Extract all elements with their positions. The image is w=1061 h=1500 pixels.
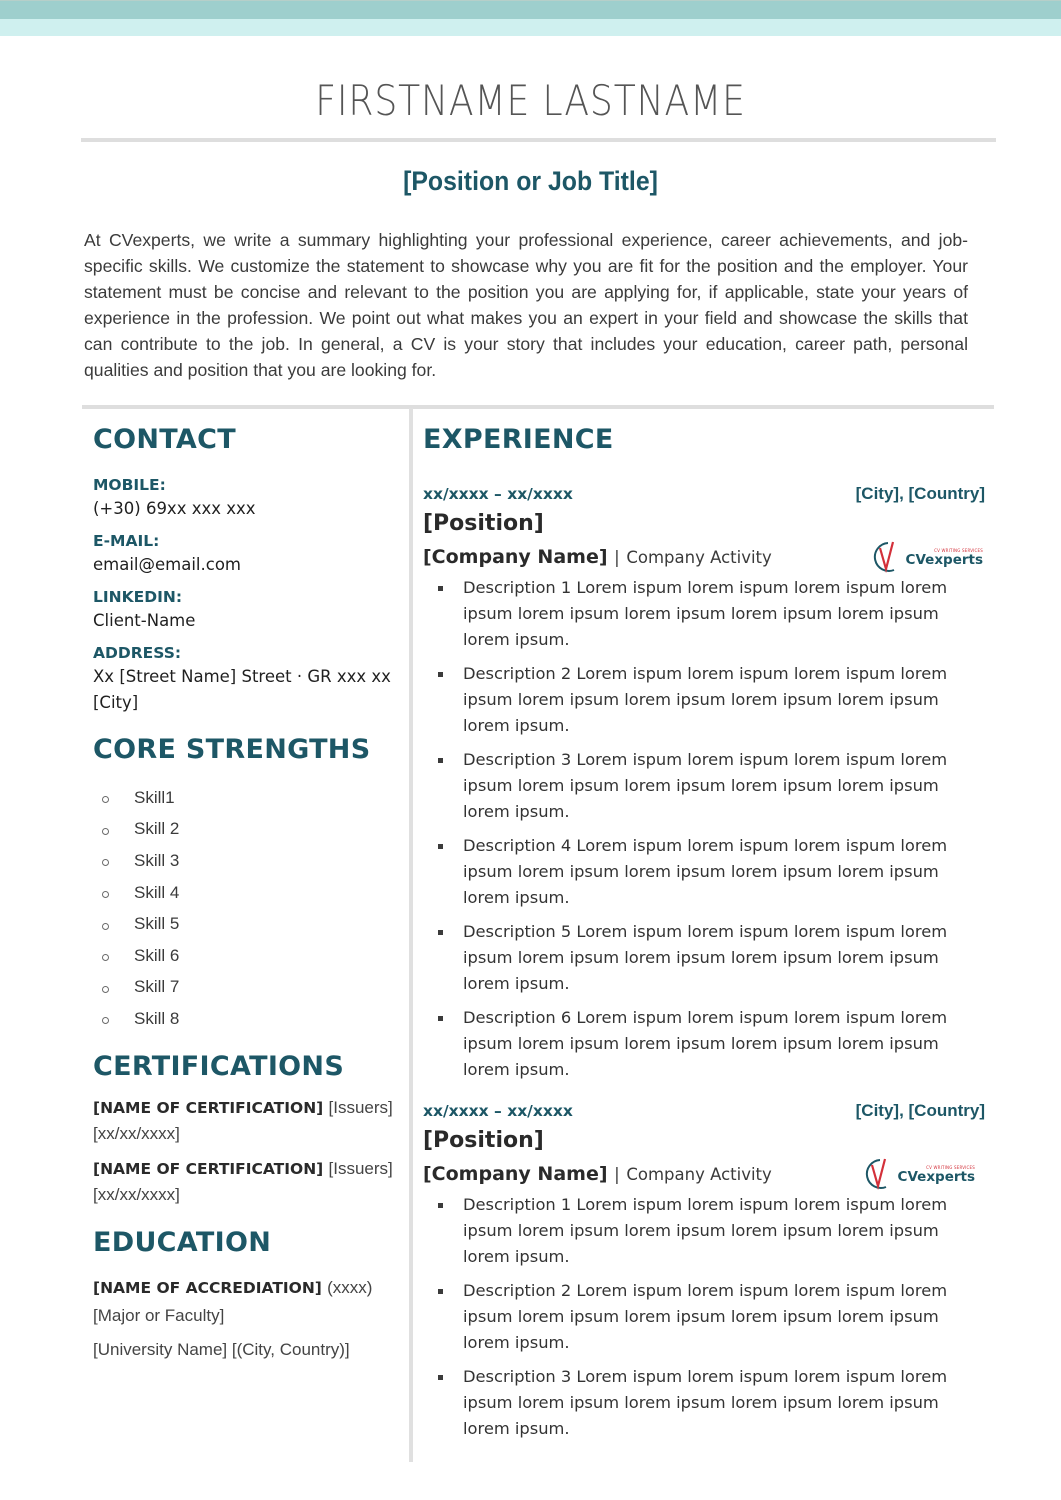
description-text: Description 3 Lorem ispum lorem ispum lorem ispum lorem ipsum lorem ipsum lorem ipsum lorem ipsum lorem ipsum lorem ipsum. [463, 1367, 948, 1438]
description-item [423, 747, 985, 825]
skill-text: Skill 2 [134, 819, 180, 839]
description-item [423, 575, 985, 653]
certification-issuer: [Issuers] [328, 1097, 393, 1117]
experience-entry [423, 484, 985, 1083]
company-name: [Company Name] [423, 546, 608, 568]
accreditation-year: (xxxx) [327, 1277, 373, 1297]
core-strengths-heading: CORE STRENGTHS [93, 734, 371, 765]
logo-brand: CVexperts [897, 1168, 975, 1185]
certifications-heading: CERTIFICATIONS [93, 1050, 345, 1082]
square-bullet-icon [438, 758, 443, 763]
contact-label: E-MAIL: [93, 532, 160, 550]
name-divider [81, 138, 996, 142]
description-item [423, 833, 985, 911]
skill-text: Skill 7 [134, 977, 180, 997]
skill-item [93, 908, 398, 940]
skill-item [93, 782, 398, 814]
job-position: [Position] [423, 1128, 544, 1153]
contact-label: MOBILE: [93, 476, 166, 494]
experience-entry [423, 1101, 985, 1442]
company-name: [Company Name] [423, 1163, 608, 1185]
skill-item [93, 877, 398, 909]
company-row [423, 1157, 985, 1191]
contact-value: Xx [Street Name] Street · GR xxx xx [93, 667, 391, 686]
education-major: [Major or Faculty] [93, 1306, 225, 1326]
square-bullet-icon [438, 1375, 443, 1380]
contact-heading: CONTACT [93, 424, 236, 455]
experience-heading: EXPERIENCE [423, 424, 614, 455]
circle-bullet-icon [102, 986, 109, 993]
contact-label: ADDRESS: [93, 644, 182, 662]
company-separator: | [614, 548, 620, 567]
job-descriptions [423, 1192, 985, 1442]
cvexperts-logo-icon [868, 539, 904, 575]
description-item [423, 661, 985, 739]
circle-bullet-icon [102, 1017, 109, 1024]
contact-value[interactable]: Client-Name [93, 611, 196, 630]
description-text: Description 2 Lorem ispum lorem ispum lorem ispum lorem ipsum lorem ipsum lorem ipsum lorem ipsum lorem ipsum lorem ipsum. [463, 1281, 948, 1352]
skill-item [93, 845, 398, 877]
skill-text: Skill 6 [134, 945, 180, 965]
square-bullet-icon [438, 1289, 443, 1294]
cvexperts-logo [868, 539, 983, 575]
description-text: Description 4 Lorem ispum lorem ispum lorem ispum lorem ipsum lorem ipsum lorem ipsum lorem ipsum lorem ipsum lorem ipsum. [463, 836, 948, 907]
job-location: [City], [Country] [855, 1101, 985, 1120]
cvexperts-logo [860, 1156, 975, 1192]
square-bullet-icon [438, 1203, 443, 1208]
column-divider [409, 408, 413, 1462]
description-item [423, 1278, 985, 1356]
header-band-light [0, 19, 1061, 36]
contact-value[interactable]: email@email.com [93, 555, 241, 574]
job-dates: xx/xxxx – xx/xxxx [423, 485, 573, 503]
certification-item [93, 1095, 398, 1148]
certification-name: [NAME OF CERTIFICATION] [93, 1159, 324, 1178]
description-text: Description 5 Lorem ispum lorem ispum lorem ispum lorem ipsum lorem ipsum lorem ipsum lorem ipsum lorem ipsum lorem ipsum. [463, 922, 948, 993]
skill-item [93, 1003, 398, 1035]
square-bullet-icon [438, 586, 443, 591]
skill-item [93, 814, 398, 846]
company-activity: Company Activity [626, 548, 772, 567]
certification-date: [xx/xx/xxxx] [93, 1185, 180, 1205]
job-title: [Position or Job Title] [403, 166, 658, 196]
circle-bullet-icon [102, 923, 109, 930]
accreditation-name: [NAME OF ACCREDIATION] [93, 1278, 322, 1297]
certification-item [93, 1156, 398, 1209]
description-text: Description 1 Lorem ispum lorem ispum lorem ispum lorem ipsum lorem ipsum lorem ipsum lorem ipsum lorem ipsum lorem ipsum. [463, 1195, 948, 1266]
circle-bullet-icon [102, 954, 109, 961]
contact-mobile [93, 474, 398, 522]
job-dates: xx/xxxx – xx/xxxx [423, 1102, 573, 1120]
contact-email [93, 530, 398, 578]
job-position: [Position] [423, 511, 544, 536]
description-text: Description 2 Lorem ispum lorem ispum lorem ispum lorem ipsum lorem ipsum lorem ipsum lorem ipsum lorem ipsum lorem ipsum. [463, 664, 948, 735]
contact-label: LINKEDIN: [93, 588, 183, 606]
contact-address [93, 642, 398, 716]
square-bullet-icon [438, 1016, 443, 1021]
contact-value: (+30) 69xx xxx xxx [93, 499, 256, 518]
square-bullet-icon [438, 930, 443, 935]
skill-item [93, 940, 398, 972]
company-activity: Company Activity [626, 1165, 772, 1184]
candidate-name: FIRSTNAME LASTNAME [315, 76, 746, 125]
header-band-dark [0, 0, 1061, 19]
description-item [423, 1364, 985, 1442]
contact-linkedin [93, 586, 398, 634]
logo-brand: CVexperts [905, 551, 983, 568]
logo-tagline: CV WRITING SERVICES [926, 1164, 975, 1170]
certification-issuer: [Issuers] [328, 1158, 393, 1178]
skill-text: Skill 8 [134, 1008, 180, 1028]
skills-list [93, 782, 398, 1035]
contact-list [93, 474, 398, 716]
certification-name: [NAME OF CERTIFICATION] [93, 1098, 324, 1117]
description-item [423, 1005, 985, 1083]
company-line [423, 546, 772, 568]
square-bullet-icon [438, 672, 443, 677]
education-university: [University Name] [(City, Country)] [93, 1340, 350, 1360]
company-separator: | [614, 1165, 620, 1184]
skill-text: Skill 4 [134, 882, 180, 902]
description-text: Description 6 Lorem ispum lorem ispum lorem ispum lorem ipsum lorem ipsum lorem ipsum lorem ipsum lorem ipsum lorem ipsum. [463, 1008, 948, 1079]
description-text: Description 3 Lorem ispum lorem ispum lorem ispum lorem ipsum lorem ipsum lorem ipsum lorem ipsum lorem ipsum lorem ipsum. [463, 750, 948, 821]
cvexperts-logo-icon [860, 1156, 896, 1192]
square-bullet-icon [438, 844, 443, 849]
contact-value: [City] [93, 693, 139, 712]
job-meta [423, 484, 985, 504]
education-heading: EDUCATION [93, 1226, 272, 1258]
skill-text: Skill1 [134, 787, 175, 807]
skill-text: Skill 3 [134, 850, 180, 870]
professional-summary: At CVexperts, we write a summary highlighting your professional experience, career achievements, and job-specific skills. We customize the statement to showcase why you are fit for the position and the employer. Your statement must be concise and relevant to the position you are applying for, if applicable, state your years of experience in the profession. We point out what makes you an expert in your field and showcase the skills that can contribute to the job. In general, a CV is your story that includes your education, career path, personal qualities and position that you are looking for. [84, 230, 968, 381]
certification-date: [xx/xx/xxxx] [93, 1124, 180, 1144]
education-item [93, 1275, 398, 1302]
description-item [423, 1192, 985, 1270]
right-column [423, 420, 985, 1450]
company-line [423, 1163, 772, 1185]
skill-text: Skill 5 [134, 914, 180, 934]
left-column [93, 420, 398, 1363]
logo-tagline: CV WRITING SERVICES [934, 547, 983, 553]
skill-item [93, 972, 398, 1004]
description-item [423, 919, 985, 997]
description-text: Description 1 Lorem ispum lorem ispum lorem ispum lorem ipsum lorem ipsum lorem ipsum lorem ipsum lorem ipsum lorem ipsum. [463, 578, 948, 649]
circle-bullet-icon [102, 891, 109, 898]
job-meta [423, 1101, 985, 1121]
circle-bullet-icon [102, 796, 109, 803]
job-descriptions [423, 575, 985, 1083]
section-divider [82, 405, 994, 409]
job-location: [City], [Country] [855, 484, 985, 503]
circle-bullet-icon [102, 859, 109, 866]
company-row [423, 540, 985, 574]
circle-bullet-icon [102, 828, 109, 835]
